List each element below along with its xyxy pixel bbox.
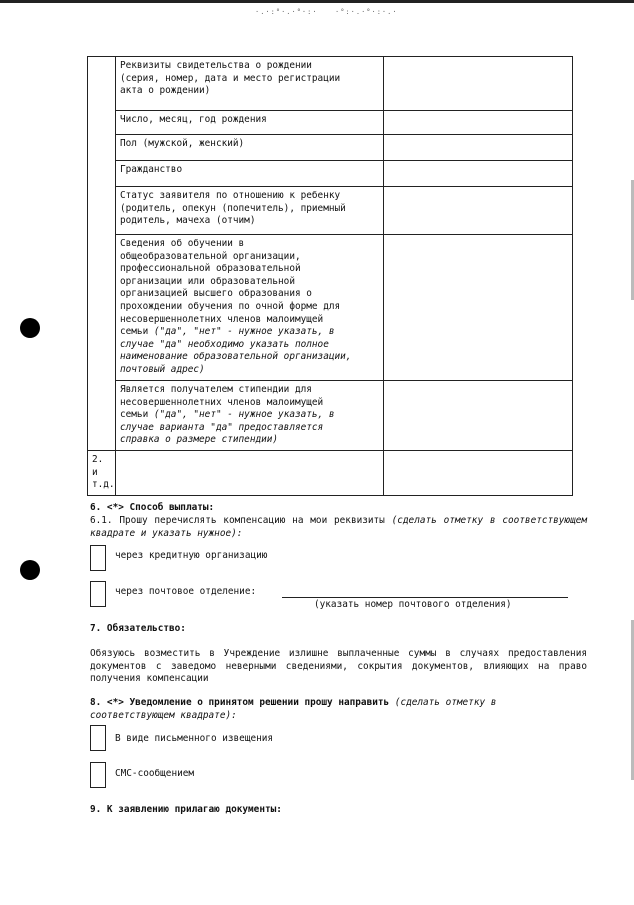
post-office-number-hint: (указать номер почтового отделения): [314, 599, 512, 610]
scholarship-value[interactable]: [384, 381, 573, 451]
table-row: [88, 381, 573, 451]
table-row: [88, 235, 573, 381]
row-number-etc: 2. и т.д.: [88, 451, 116, 496]
applicant-status-value[interactable]: [384, 187, 573, 235]
applicant-status-label: Статус заявителя по отношению к ребенку (родитель, опекун (попечитель), приемный родитель, мачеха (отчим): [116, 187, 384, 235]
sms-checkbox[interactable]: [90, 762, 106, 788]
punch-hole-upper: [20, 318, 40, 338]
education-info-text: Сведения об обучении в общеобразовательной организации, профессиональной образовательной организации или образовательной организацией высшего образования о прохождении обучения по очной форме для несовершеннолетних членов малоимущей семьи: [120, 238, 341, 338]
section6-subtitle-text: 6.1. Прошу перечислять компенсацию на мои реквизиты: [90, 515, 392, 526]
applicant-children-table: [87, 56, 573, 496]
table-row: [88, 451, 573, 496]
credit-org-checkbox[interactable]: [90, 545, 106, 571]
education-info-value[interactable]: [384, 235, 573, 381]
table-row: [88, 135, 573, 161]
birth-date-value[interactable]: [384, 111, 573, 135]
next-child-label: [116, 451, 384, 496]
sex-value[interactable]: [384, 135, 573, 161]
scholarship-text: Является получателем стипендии для несовершеннолетних членов малоимущей семьи: [120, 384, 324, 421]
written-notice-checkbox[interactable]: [90, 725, 106, 751]
next-child-value[interactable]: [384, 451, 573, 496]
section6-subtitle: [90, 515, 587, 540]
row-number-cell: [88, 57, 116, 451]
post-office-number-field[interactable]: [282, 597, 568, 598]
section8-title-hint: (сделать отметку в соответствующем квадрате):: [90, 697, 497, 721]
credit-org-option: через кредитную организацию: [115, 550, 268, 561]
punch-hole-lower: [20, 560, 40, 580]
scholarship-hint: ("да", "нет" - нужное указать, в случае варианта "да" предоставляется справка о размере стипендии): [120, 409, 335, 446]
section7-title: 7. Обязательство:: [90, 623, 186, 634]
education-info-hint: ("да", "нет" - нужное указать, в случае "да" необходимо указать полное наименование образовательной организации, почтовый адрес): [120, 326, 352, 375]
section6-subtitle-hint: (сделать отметку в соответствующем квадрате и указать нужное):: [90, 515, 588, 539]
scan-top-edge: [0, 0, 634, 3]
education-info-label: [116, 235, 384, 381]
sex-label: Пол (мужской, женский): [116, 135, 384, 161]
citizenship-label: Гражданство: [116, 161, 384, 187]
citizenship-value[interactable]: [384, 161, 573, 187]
section9-title: 9. К заявлению прилагаю документы:: [90, 804, 282, 815]
sms-option: СМС-сообщением: [115, 768, 195, 779]
scan-noise-top-left: ·.·:°·.·°·:·: [255, 8, 318, 16]
table-row: [88, 111, 573, 135]
table-row: [88, 187, 573, 235]
scholarship-label: [116, 381, 384, 451]
post-office-option: через почтовое отделение:: [115, 586, 257, 597]
written-notice-option: В виде письменного извещения: [115, 733, 274, 744]
scan-noise-top-right: ·°:·.·°·:·.·: [335, 8, 398, 16]
birth-date-label: Число, месяц, год рождения: [116, 111, 384, 135]
section7-text: Обязуюсь возместить в Учреждение излишне выплаченные суммы в случаях предоставления документов с заведомо неверными сведениями, сокрытия документов, влияющих на право получения компенсации: [90, 648, 587, 685]
section8-title-text: 8. <*> Уведомление о принятом решении прошу направить: [90, 697, 395, 708]
table-row: [88, 57, 573, 111]
birth-certificate-label: Реквизиты свидетельства о рождении (серия, номер, дата и место регистрации акта о рождении): [116, 57, 384, 111]
section6-title: 6. <*> Способ выплаты:: [90, 502, 215, 513]
table-row: [88, 161, 573, 187]
post-office-checkbox[interactable]: [90, 581, 106, 607]
birth-certificate-value[interactable]: [384, 57, 573, 111]
section8-title: [90, 697, 550, 722]
